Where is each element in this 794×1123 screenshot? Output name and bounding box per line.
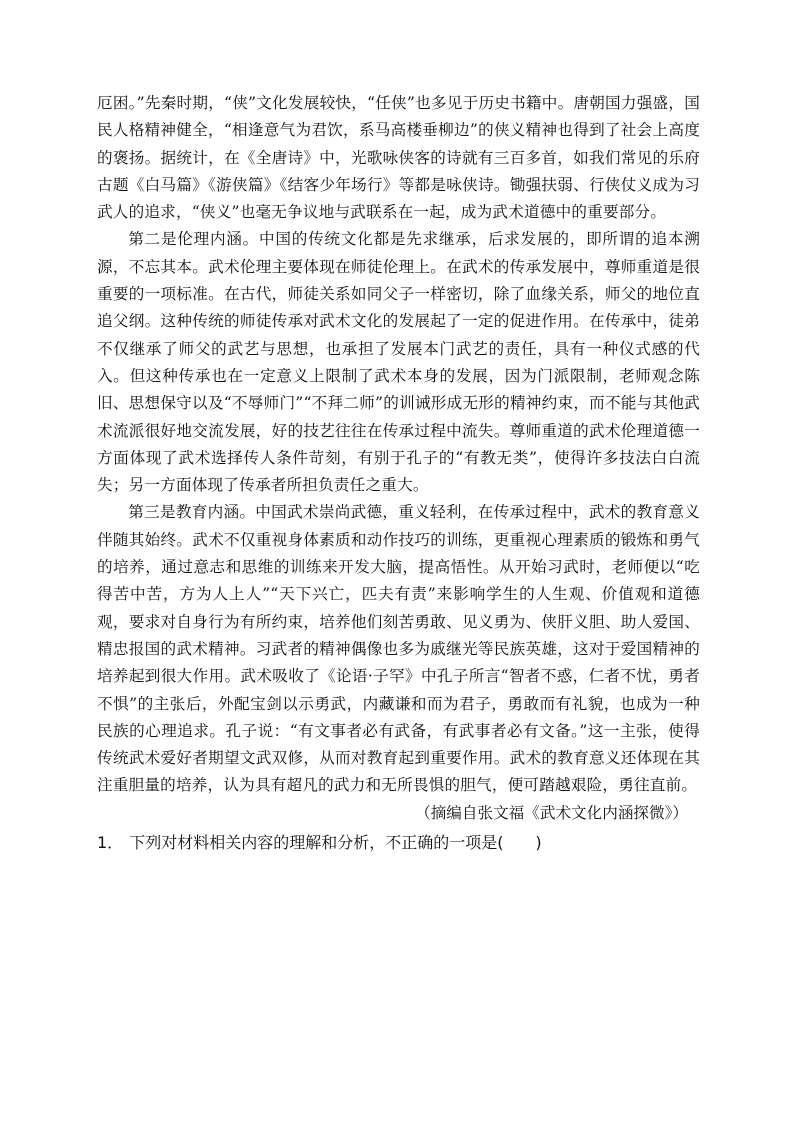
question-number: 1． (97, 833, 124, 853)
question-text: 下列对材料相关内容的理解和分析，不正确的一项是( ) (129, 833, 542, 853)
paragraph-3: 第三是教育内涵。中国武术崇尚武德，重义轻利，在传承过程中，武术的教育意义伴随其始终。武术不仅重视身体素质和动作技巧的训练，更重视心理素质的锻炼和勇气的培养，通过意志和思维的训练来开发大脑，提高悟性。从开始习武时，老师便以“吃得苦中苦，方为人上人”“天下兴亡，匹夫有责”来影响学生的人生观、价值观和道德观，要求对自身行为有所约束，培养他们刻苦勇敢、见义勇为、侠肝义胆、助人爱国、精忠报国的武术精神。习武者的精神偶像也多为戚继光等民族英雄，这对于爱国精神的培养起到很大作用。武术吸收了《论语·子罕》中孔子所言“智者不惑，仁者不忧，勇者不惧”的主张后，外配宝剑以示勇武，内藏谦和而为君子，勇敢而有礼貌，也成为一种民族的心理追求。孔子说：“有文事者必有武备，有武事者必有文备。”这一主张，使得传统武术爱好者期望文武双修，从而对教育起到重要作用。武术的教育意义还体现在其注重胆量的培养，认为具有超凡的武力和无所畏惧的胆气，便可踏越艰险，勇往直前。 (97, 503, 700, 795)
question-1 (97, 829, 700, 856)
document-page (97, 90, 700, 856)
source-citation: （摘编自张文福《武术文化内涵探微》） (415, 803, 688, 822)
paragraph-1: 厄困。”先秦时期，“侠”文化发展较快，“任侠”也多见于历史书籍中。唐朝国力强盛，国民人格精神健全，“相逢意气为君饮，系马高楼垂柳边”的侠义精神也得到了社会上高度的褒扬。据统计，在《全唐诗》中，光歌咏侠客的诗就有三百多首，如我们常见的乐府古题《白马篇》《游侠篇》《结客少年场行》等都是咏侠诗。锄强扶弱、行侠仗义成为习武人的追求，“侠义”也毫无争议地与武联系在一起，成为武术道德中的重要部分。 (97, 94, 700, 222)
paragraph-2: 第二是伦理内涵。中国的传统文化都是先求继承，后求发展的，即所谓的追本溯源，不忘其本。武术伦理主要体现在师徒伦理上。在武术的传承发展中，尊师重道是很重要的一项标准。在古代，师徒关系如同父子一样密切，除了血缘关系，师父的地位直追父纲。这种传统的师徒传承对武术文化的发展起了一定的促进作用。在传承中，徒弟不仅继承了师父的武艺与思想，也承担了发展本门武艺的责任，具有一种仪式感的代入。但这种传承也在一定意义上限制了武术本身的发展，因为门派限制，老师观念陈旧、思想保守以及“不辱师门”“不拜二师”的训诫形成无形的精神约束，而不能与其他武术流派很好地交流发展，好的技艺往往在传承过程中流失。尊师重道的武术伦理道德一方面体现了武术选择传人条件苛刻，有别于孔子的“有教无类”，使得许多技法白白流失；另一方面体现了传承者所担负责任之重大。 (97, 230, 700, 495)
